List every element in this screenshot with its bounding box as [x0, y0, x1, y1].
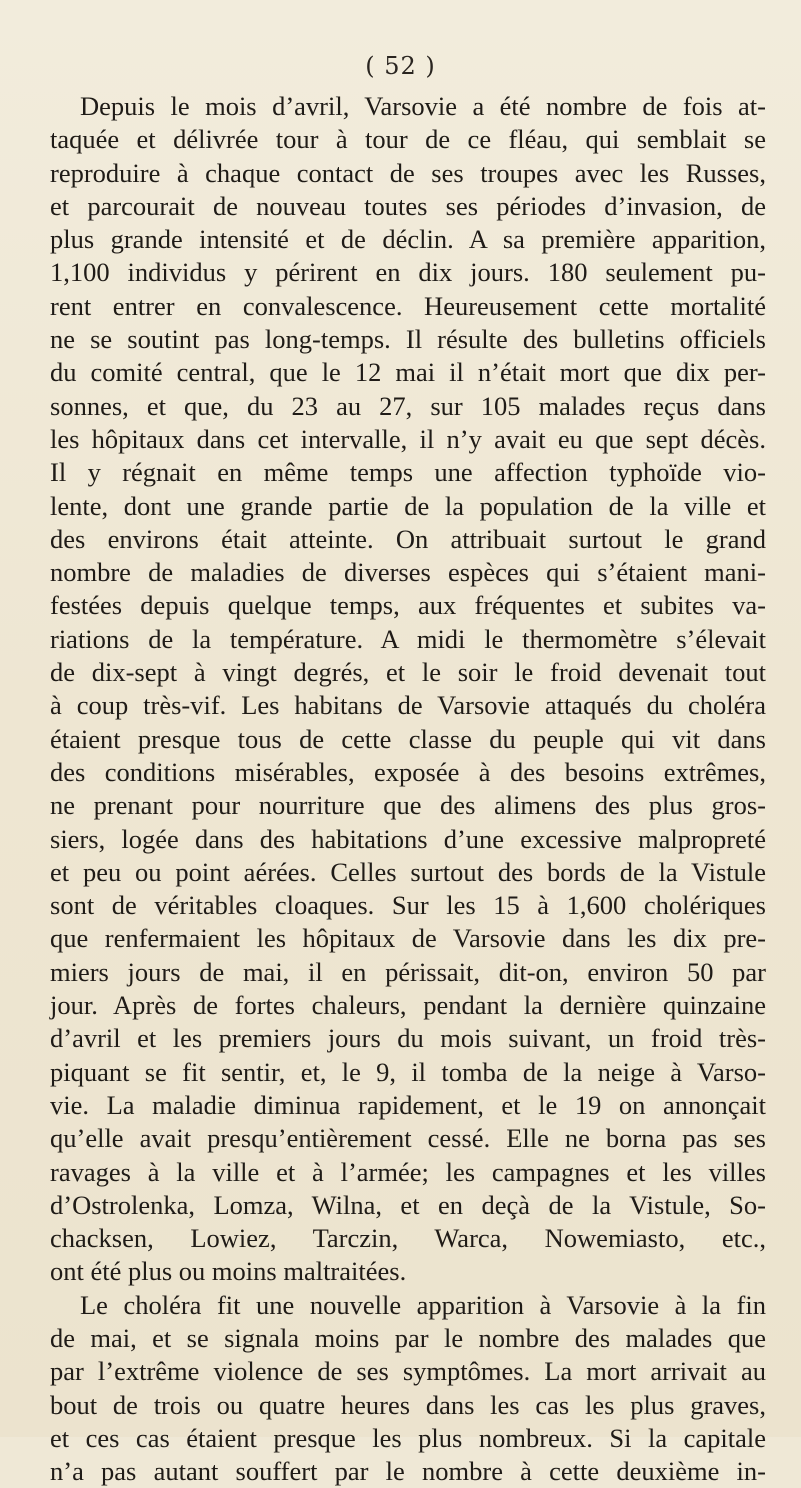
text-line: et peu ou point aérées. Celles surtout des bords de la Vistule — [50, 856, 766, 887]
text-line: à coup très-vif. Les habitans de Varsovie attaqués du choléra — [50, 690, 766, 721]
text-line: chacksen, Lowiez, Tarczin, Warca, Nowemiasto, etc., — [50, 1223, 766, 1254]
text-line: ne se soutint pas long-temps. Il résulte des bulletins officiels — [50, 324, 766, 355]
text-line: miers jours de mai, il en périssait, dit-on, environ 50 par — [50, 956, 766, 987]
body-text — [50, 90, 766, 1488]
text-line: plus grande intensité et de déclin. A sa première apparition, — [50, 224, 766, 255]
paragraph — [50, 1289, 766, 1488]
text-line: piquant se fit sentir, et, le 9, il tomba de la neige à Varso- — [50, 1056, 766, 1087]
text-line: sonnes, et que, du 23 au 27, sur 105 malades reçus dans — [50, 390, 766, 421]
text-line: rent entrer en convalescence. Heureusement cette mortalité — [50, 290, 766, 321]
text-line: les hôpitaux dans cet intervalle, il n’y avait eu que sept décès. — [50, 423, 766, 454]
text-line: Depuis le mois d’avril, Varsovie a été nombre de fois at- — [80, 91, 766, 121]
text-line: lente, dont une grande partie de la population de la ville et — [50, 490, 766, 521]
text-line: jour. Après de fortes chaleurs, pendant la dernière quinzaine — [50, 990, 766, 1021]
text-line: qu’elle avait presqu’entièrement cessé. Elle ne borna pas ses — [50, 1123, 766, 1154]
text-line: festées depuis quelque temps, aux fréquentes et subites va- — [50, 590, 766, 621]
text-line: nombre de maladies de diverses espèces qui s’étaient mani- — [50, 557, 766, 588]
text-line: riations de la température. A midi le thermomètre s’élevait — [50, 623, 766, 654]
text-line: vie. La maladie diminua rapidement, et le 19 on annonçait — [50, 1089, 766, 1120]
text-line: des environs était atteinte. On attribuait surtout le grand — [50, 523, 766, 554]
text-line: 1,100 individus y périrent en dix jours. 180 seulement pu- — [50, 257, 766, 288]
text-line: reproduire à chaque contact de ses troupes avec les Russes, — [50, 157, 766, 188]
text-line: ne prenant pour nourriture que des alimens des plus gros- — [50, 790, 766, 821]
text-line: taquée et délivrée tour à tour de ce fléau, qui semblait se — [50, 124, 766, 155]
paragraph — [50, 90, 766, 1289]
text-line: que renfermaient les hôpitaux de Varsovie dans les dix pre- — [50, 923, 766, 954]
text-line: sont de véritables cloaques. Sur les 15 à 1,600 cholériques — [50, 890, 766, 921]
text-line: ravages à la ville et à l’armée; les campagnes et les villes — [50, 1156, 766, 1187]
text-line: étaient presque tous de cette classe du peuple qui vit dans — [50, 723, 766, 754]
text-line: siers, logée dans des habitations d’une excessive malpropreté — [50, 823, 766, 854]
page-number: ( 52 ) — [365, 52, 436, 80]
text-line: n’a pas autant souffert par le nombre à cette deuxième in- — [50, 1456, 766, 1487]
text-line: Le choléra fit une nouvelle apparition à Varsovie à la fin — [80, 1289, 766, 1320]
text-line: par l’extrême violence de ses symptômes. La mort arrivait au — [50, 1356, 766, 1387]
text-line: d’Ostrolenka, Lomza, Wilna, et en deçà de la Vistule, So- — [50, 1189, 766, 1220]
text-line: bout de trois ou quatre heures dans les cas les plus graves, — [50, 1389, 766, 1420]
text-line: d’avril et les premiers jours du mois suivant, un froid très- — [50, 1023, 766, 1054]
text-line: et parcourait de nouveau toutes ses périodes d’invasion, de — [50, 190, 766, 221]
text-line: Il y régnait en même temps une affection typhoïde vio- — [50, 457, 766, 488]
text-line: et ces cas étaient presque les plus nombreux. Si la capitale — [50, 1422, 766, 1453]
text-line: ont été plus ou moins maltraitées. — [50, 1256, 407, 1287]
text-line: de dix-sept à vingt degrés, et le soir le froid devenait tout — [50, 657, 766, 688]
text-line: des conditions misérables, exposée à des besoins extrêmes, — [50, 756, 766, 787]
text-line: du comité central, que le 12 mai il n’était mort que dix per- — [50, 357, 766, 388]
text-line: de mai, et se signala moins par le nombre des malades que — [50, 1322, 766, 1353]
